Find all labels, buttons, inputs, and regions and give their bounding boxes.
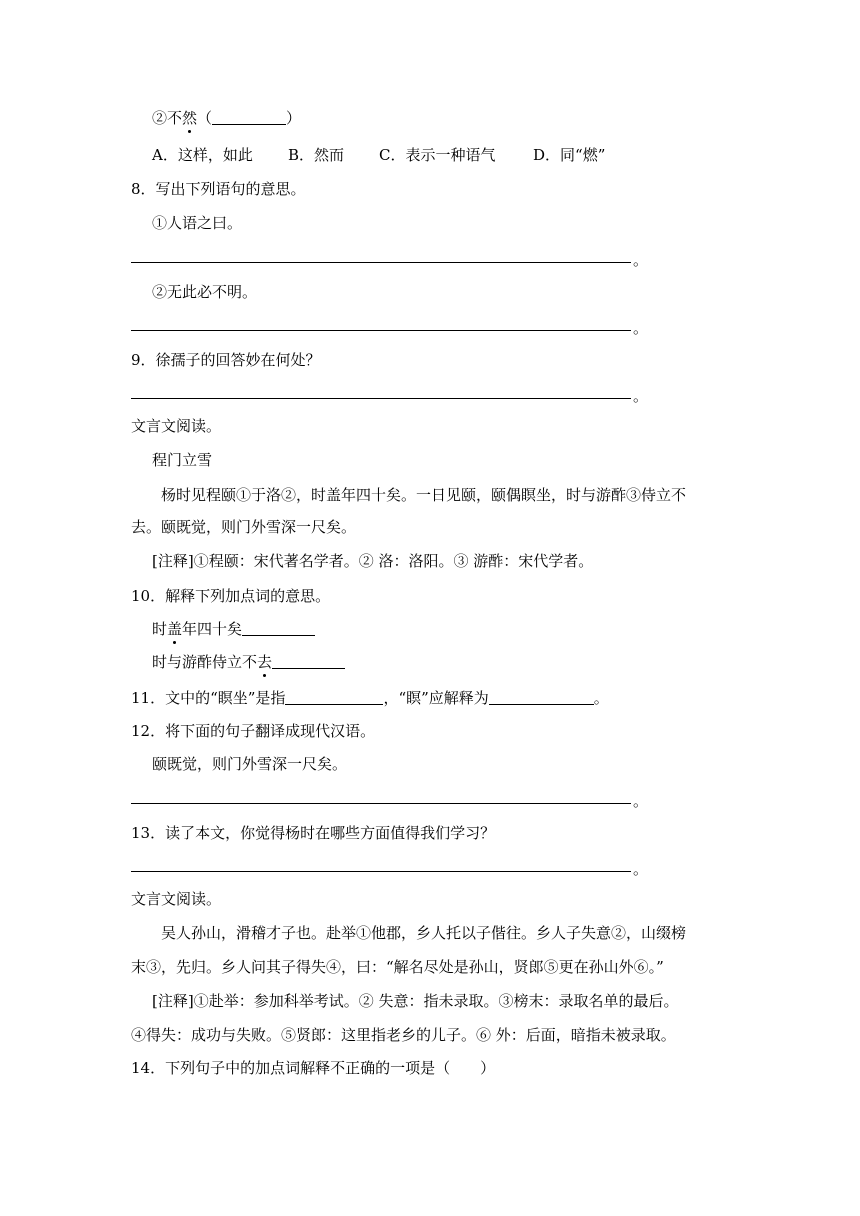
q7-item-2: ②不然（ ） xyxy=(152,109,302,127)
q12-stem: 12．将下面的句子翻译成现代汉语。 xyxy=(131,722,376,740)
q8-sentence-1: ①人语之曰。 xyxy=(152,214,243,232)
dotted-word: 去 xyxy=(257,653,273,671)
passage-line: 杨时见程颐①于洛②，时盖年四十矣。一日见颐，颐偶瞑坐，时与游酢③侍立不 xyxy=(161,486,687,504)
passage-line: 末③，先归。乡人问其子得失④，曰：“解名尽处是孙山，贤郎⑤更在孙山外⑥。” xyxy=(131,958,664,976)
q7-options xyxy=(152,145,605,165)
option-a[interactable]: A．这样，如此 xyxy=(152,146,253,164)
option-c[interactable]: C．表示一种语气 xyxy=(379,146,496,164)
period: 。 xyxy=(633,387,649,405)
period: 。 xyxy=(633,792,649,810)
option-b[interactable]: B．然而 xyxy=(288,146,345,164)
section-heading: 文言文阅读。 xyxy=(131,890,222,908)
passage-line: 去。颐既觉，则门外雪深一尺矣。 xyxy=(131,518,357,536)
dotted-word: 盖 xyxy=(167,620,183,638)
option-d[interactable]: D．同“燃” xyxy=(533,146,606,164)
q8-stem: 8．写出下列语句的意思。 xyxy=(131,180,306,198)
annotation: [注释]①赴举：参加科举考试。② 失意：指未录取。③榜末：录取名单的最后。 xyxy=(152,992,679,1010)
annotation: [注释]①程颐：宋代著名学者。② 洛：洛阳。③ 游酢：宋代学者。 xyxy=(152,552,594,570)
answer-line[interactable] xyxy=(131,398,631,399)
section-heading: 文言文阅读。 xyxy=(131,417,222,435)
answer-blank[interactable] xyxy=(212,109,286,125)
answer-line[interactable] xyxy=(131,262,631,263)
answer-blank[interactable] xyxy=(285,689,383,705)
q12-sentence: 颐既觉，则门外雪深一尺矣。 xyxy=(152,755,348,773)
answer-blank[interactable] xyxy=(489,689,594,705)
q9-stem: 9．徐孺子的回答妙在何处？ xyxy=(131,351,321,369)
passage-line: 吴人孙山，滑稽才子也。赴举①他郡，乡人托以子偕往。乡人子失意②，山缀榜 xyxy=(161,924,687,942)
q13-stem: 13．读了本文，你觉得杨时在哪些方面值得我们学习？ xyxy=(131,824,496,842)
period: 。 xyxy=(633,251,649,269)
passage-title: 程门立雪 xyxy=(152,451,213,469)
answer-line[interactable] xyxy=(131,871,631,872)
answer-blank[interactable] xyxy=(242,620,315,636)
q8-sentence-2: ②无此必不明。 xyxy=(152,283,258,301)
dotted-word: 然 xyxy=(182,109,198,127)
period: 。 xyxy=(633,860,649,878)
annotation: ④得失：成功与失败。⑤贤郎：这里指老乡的儿子。⑥ 外：后面，暗指未被录取。 xyxy=(131,1026,676,1044)
q10-item-a: 时盖年四十矣 xyxy=(152,619,315,639)
q11: 11．文中的“瞑坐”是指 ，“瞑”应解释为 。 xyxy=(131,689,609,707)
q10-stem: 10．解释下列加点词的意思。 xyxy=(131,587,331,605)
answer-line[interactable] xyxy=(131,803,631,804)
q10-item-b: 时与游酢侍立不去 xyxy=(152,652,345,672)
answer-blank[interactable] xyxy=(272,653,345,669)
q14-stem: 14．下列句子中的加点词解释不正确的一项是（ ） xyxy=(131,1059,496,1077)
answer-line[interactable] xyxy=(131,330,631,331)
period: 。 xyxy=(633,319,649,337)
